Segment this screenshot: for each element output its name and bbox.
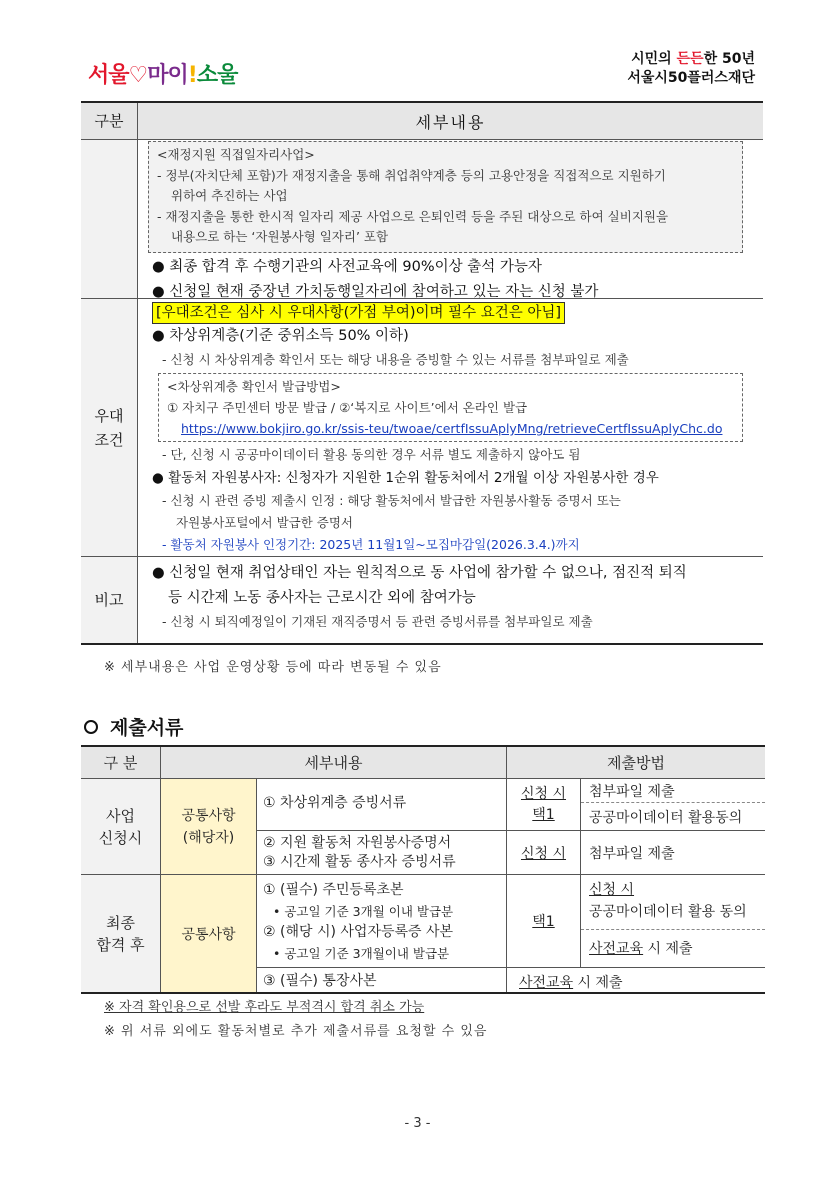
method-select-one: 신청 시 택1 — [507, 779, 581, 831]
row-label-final: 최종 합격 후 — [81, 875, 161, 992]
note-text: ※ 자격 확인용으로 선발 후라도 부적격시 합격 취소 가능 — [104, 1000, 425, 1015]
method-option: 첨부파일 제출 — [581, 831, 765, 875]
highlight-notice: [우대조건은 심사 시 우대사항(가점 부여)이며 필수 요건은 아님] — [152, 302, 565, 324]
header-category: 구 분 — [81, 747, 161, 779]
method-label: 신청 시 — [507, 831, 581, 875]
note-text: ※ 세부내용은 사업 운영상황 등에 따라 변동될 수 있음 — [104, 660, 442, 675]
method-option: 사전교육 시 제출 — [581, 930, 765, 968]
row-label-remarks: 비고 — [81, 557, 138, 643]
group-common: 공통사항 — [161, 875, 257, 992]
method-option: 신청 시 공공마이데이터 활용 동의 — [581, 875, 765, 930]
list-item: ① (필수) 주민등록초본 • 공고일 기준 3개월 이내 발급분 ② (해당 시) 사업자등록증 사본 • 공고일 기준 3개월이내 발급분 — [257, 875, 507, 968]
sub-text: - 단, 신청 시 공공마이데이터 활용 동의한 경우 서류 별도 제출하지 않아도 됨 — [162, 447, 581, 462]
bullet-text: ● 최종 합격 후 수행기관의 사전교육에 90%이상 출석 가능자 — [152, 258, 542, 275]
row-label-application: 사업 신청시 — [81, 779, 161, 875]
documents-table — [81, 745, 765, 994]
list-item: ③ (필수) 통장사본 — [257, 968, 507, 992]
certificate-method-box: <차상위계층 확인서 발급방법> ① 자치구 주민센터 방문 발급 / ②‘복지로 사이트’에서 온라인 발급 https://www.bokjiro.go.kr/ssis-teu/twoae/certfIssuAplyMng/retrieveCertfIssuAplyChc.do — [158, 373, 743, 442]
foundation-branding: 시민의 든든한 50년 서울시50플러스재단 — [627, 51, 755, 86]
direct-job-definition-box: <재정지원 직접일자리사업> - 정부(자치단체 포함)가 재정지출을 통해 취업취약계층 등의 고용안정을 직접적으로 지원하기 위하여 추진하는 사업 - 재정지출을 통한 한시적 일자리 제공 사업으로 은퇴인력 등을 주된 대상으로 하여 실비지원을 내용으로 하는 ‘자원봉사형 일자리’ 포함 — [148, 141, 743, 253]
table-header-row — [81, 103, 763, 140]
method-option: 공공마이데이터 활용동의 — [581, 803, 765, 831]
table-row — [81, 299, 763, 557]
logo: 서울♡마이!소울 — [88, 63, 238, 88]
table-row — [81, 557, 763, 643]
method-select-one: 택1 — [507, 875, 581, 968]
list-item: ① 차상위계층 증빙서류 — [257, 779, 507, 831]
sub-text: - 신청 시 차상위계층 확인서 또는 해당 내용을 증빙할 수 있는 서류를 첨부파일로 제출 — [162, 352, 629, 367]
row-label-empty — [81, 140, 138, 298]
circle-bullet-icon — [84, 720, 98, 734]
note-text: ※ 위 서류 외에도 활동처별로 추가 제출서류를 요청할 수 있음 — [104, 1024, 488, 1039]
bullet-text: ● 신청일 현재 중장년 가치동행일자리에 참여하고 있는 자는 신청 불가 — [152, 283, 599, 300]
bullet-text-cont: 등 시간제 노동 종사자는 근로시간 외에 참여가능 — [168, 590, 476, 606]
bokjiro-link[interactable]: https://www.bokjiro.go.kr/ssis-teu/twoae/certfIssuAplyMng/retrieveCertfIssuAplyChc.do — [181, 421, 723, 436]
bullet-text: ● 차상위계층(기준 중위소득 50% 이하) — [152, 328, 409, 344]
heart-icon: ♡ — [128, 63, 148, 88]
method-option: 사전교육 시 제출 — [519, 975, 623, 991]
header-details: 세부내용 — [161, 747, 507, 779]
header-category: 구분 — [81, 103, 138, 139]
group-common-applicable: 공통사항 (해당자) — [161, 779, 257, 875]
section-title: 제출서류 — [84, 713, 183, 740]
bullet-text: ● 신청일 현재 취업상태인 자는 원칙적으로 동 사업에 참가할 수 없으나, 점진적 퇴직 — [152, 565, 687, 581]
details-table — [81, 101, 763, 645]
sub-text-period: - 활동처 자원봉사 인정기간: 2025년 11월1일~모집마감일(2026.3.4.)까지 — [162, 537, 580, 552]
header-method: 제출방법 — [507, 747, 765, 779]
list-item: ② 지원 활동처 자원봉사증명서 ③ 시간제 활동 종사자 증빙서류 — [257, 831, 507, 875]
row-label-preference: 우대 조건 — [81, 299, 138, 556]
sub-text: - 신청 시 퇴직예정일이 기재된 재직증명서 등 관련 증빙서류를 첨부파일로 제출 — [162, 614, 593, 629]
table-row — [81, 140, 763, 299]
method-option: 첨부파일 제출 — [581, 779, 765, 803]
sub-text: - 신청 시 관련 증빙 제출시 인정 : 해당 활동처에서 발급한 자원봉사활동 증명서 또는 자원봉사포털에서 발급한 증명서 — [162, 493, 621, 530]
header-details: 세부내용 — [415, 112, 486, 132]
bullet-text: ● 활동처 자원봉사자: 신청자가 지원한 1순위 활동처에서 2개월 이상 자원봉사한 경우 — [152, 470, 659, 486]
page-number: - 3 - — [404, 1116, 431, 1131]
